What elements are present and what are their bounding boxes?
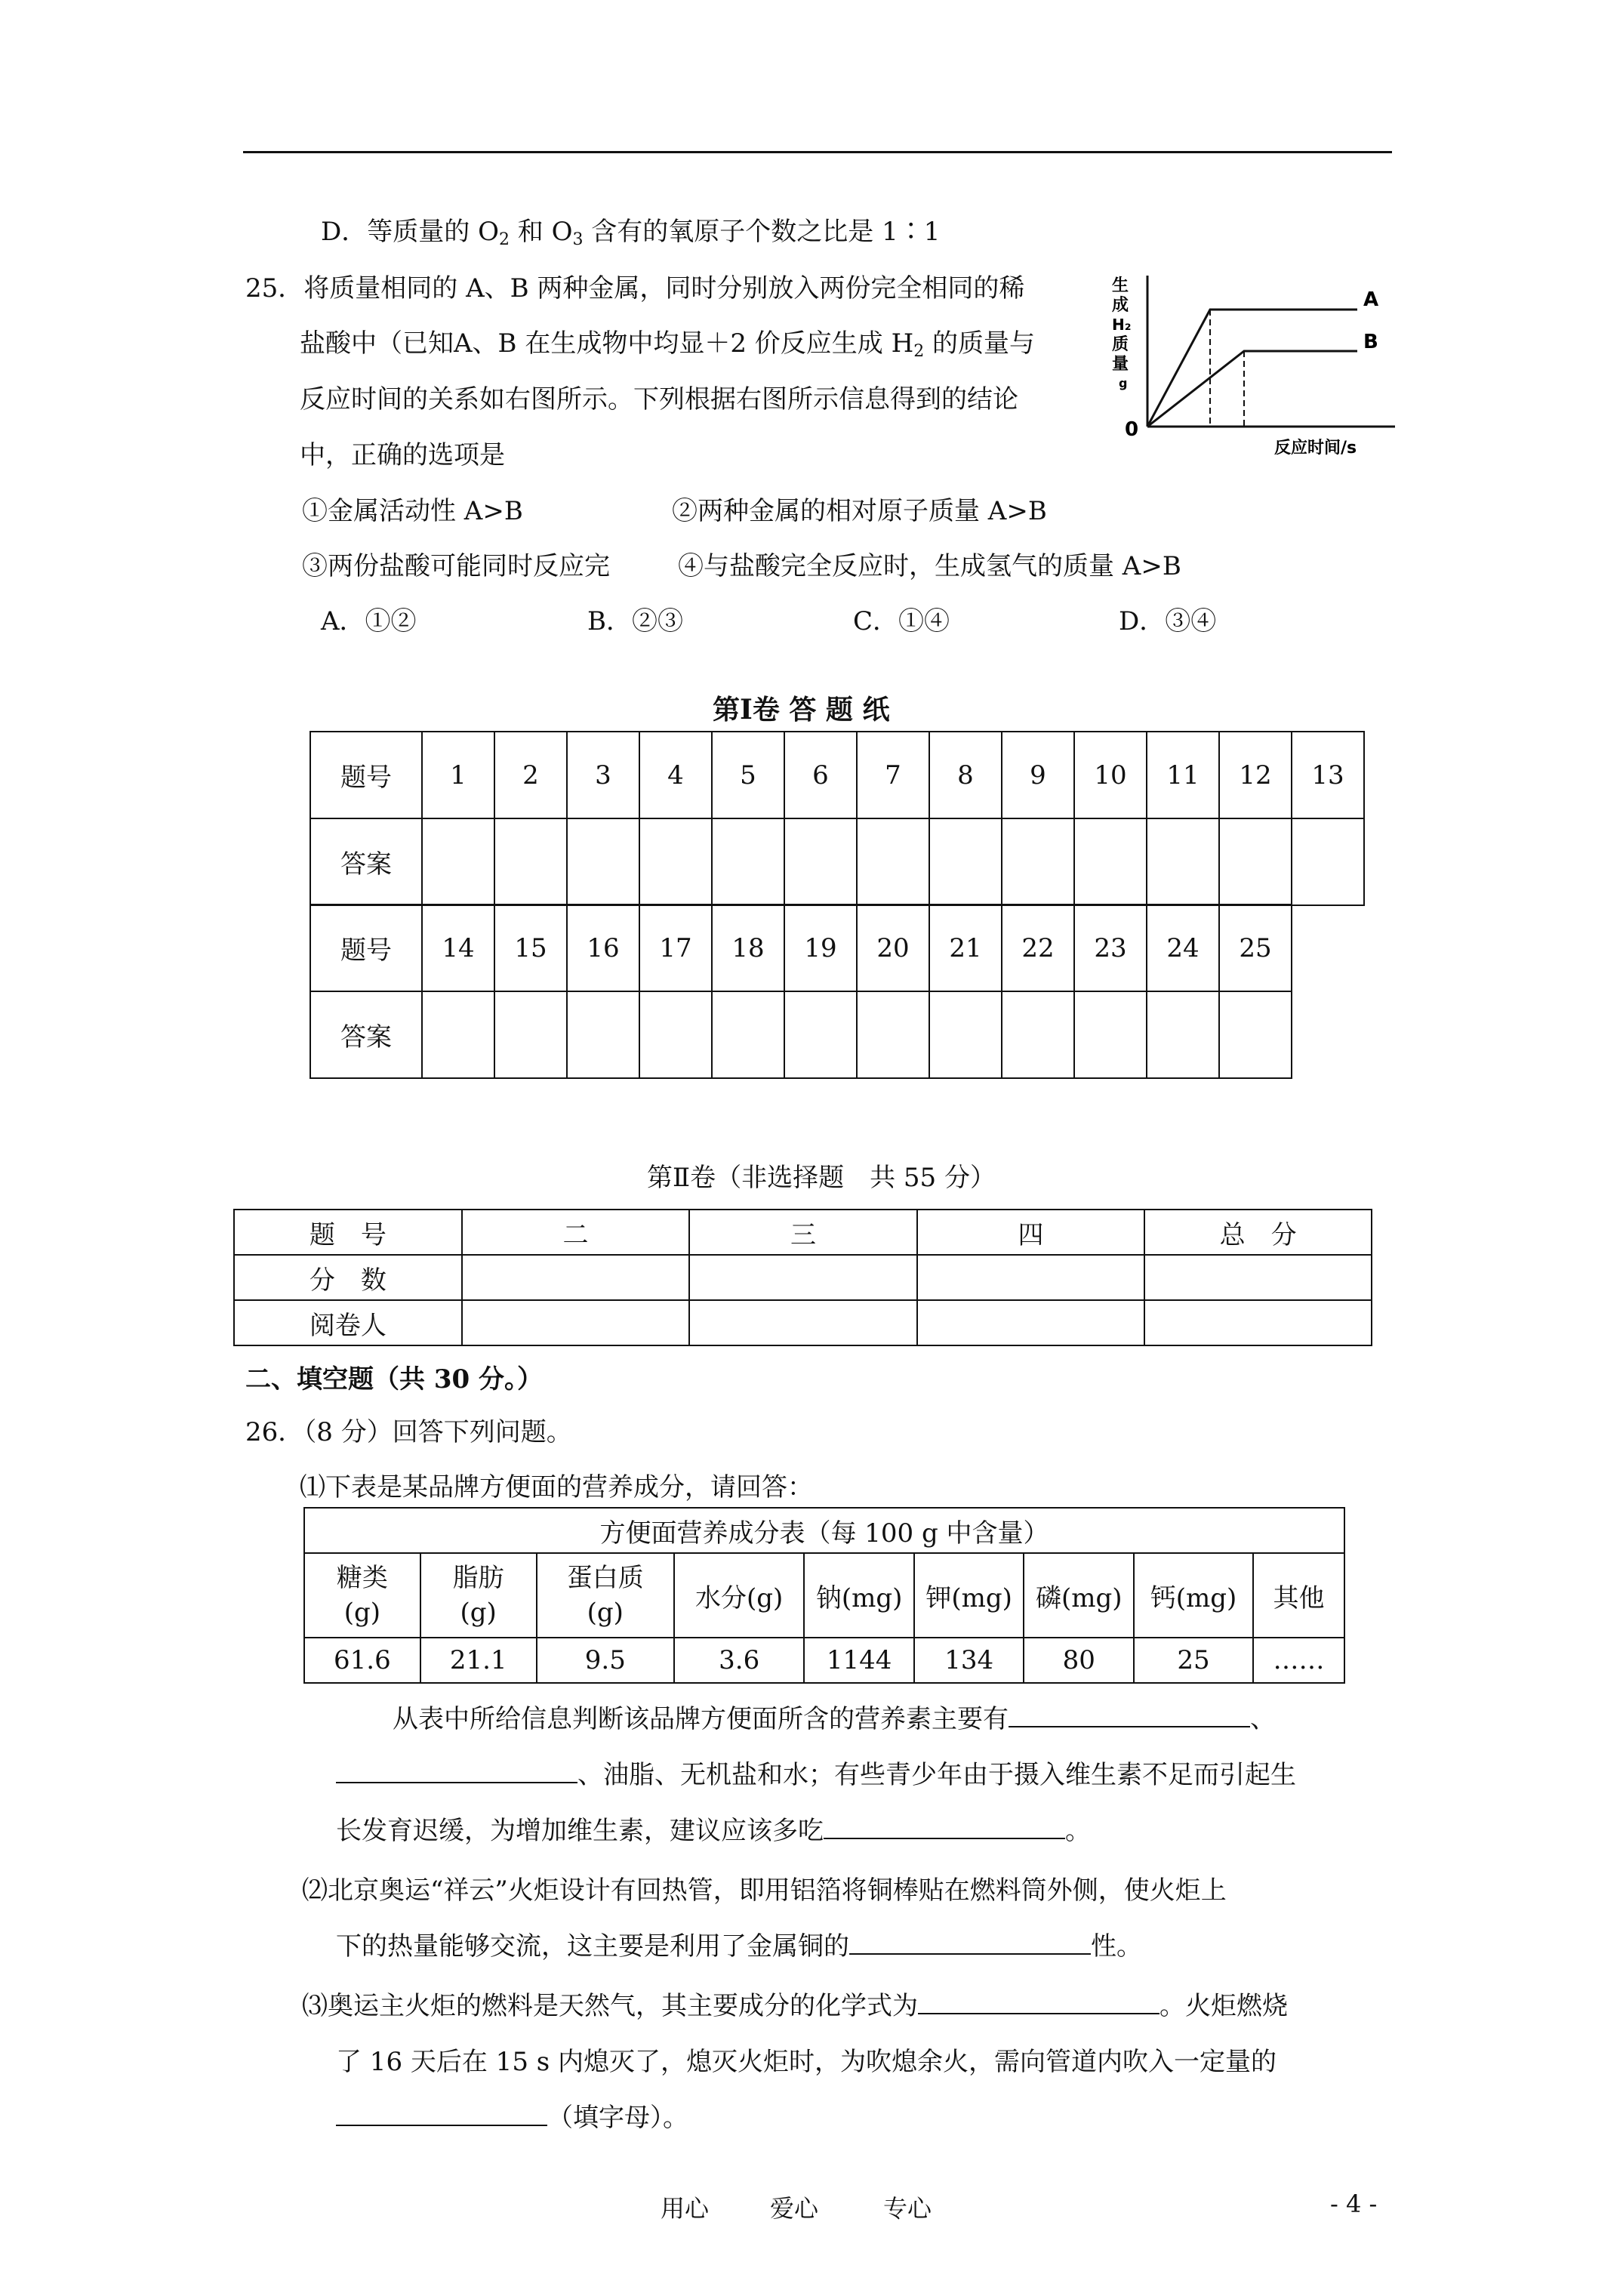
answer-cell[interactable] bbox=[784, 818, 857, 905]
series-b-label: B bbox=[1363, 331, 1378, 353]
q26-part3-line2: 了 16 天后在 15 s 内熄灭了，熄灭火炬时，为吹熄余火，需向管道内吹入一定量的 bbox=[336, 2047, 1277, 2077]
q25-option-b: B．②③ bbox=[587, 606, 683, 636]
ylabel-4: 质 bbox=[1112, 335, 1129, 354]
q26-answer-line2: 、油脂、无机盐和水；有些青少年由于摄入维生素不足而引起生 bbox=[336, 1747, 1296, 1803]
footer-motto-3: 专心 bbox=[883, 2194, 932, 2223]
answer-table-1 bbox=[310, 731, 1365, 906]
answer-sheet-title: 第Ⅰ卷 答 题 纸 bbox=[713, 694, 890, 726]
series-b-line bbox=[1147, 351, 1357, 427]
nutrient-header: 其他 bbox=[1253, 1553, 1344, 1638]
nutrient-value: 1144 bbox=[804, 1638, 914, 1683]
answer-cell[interactable] bbox=[1074, 991, 1147, 1078]
score-header: 二 bbox=[462, 1210, 689, 1255]
q25-line1: 25．将质量相同的 A、B 两种金属，同时分别放入两份完全相同的稀 bbox=[245, 273, 1025, 304]
score-header: 总 分 bbox=[1144, 1210, 1372, 1255]
nutrient-header: 糖类 (g) bbox=[304, 1553, 420, 1638]
answer-cell[interactable] bbox=[494, 818, 567, 905]
question-number: 6 bbox=[784, 732, 857, 818]
nutrient-header: 钠(mg) bbox=[804, 1553, 914, 1638]
score-cell[interactable] bbox=[1144, 1300, 1372, 1345]
question-number: 9 bbox=[1002, 732, 1074, 818]
answer-cell[interactable] bbox=[712, 818, 784, 905]
blank-nutrient-2[interactable] bbox=[336, 1756, 577, 1783]
nutrient-value: 9.5 bbox=[537, 1638, 675, 1683]
answer-cell[interactable] bbox=[1219, 818, 1292, 905]
table-row bbox=[310, 991, 1292, 1078]
question-number: 14 bbox=[422, 905, 494, 991]
answer-cell[interactable] bbox=[857, 991, 929, 1078]
q25-statement-3: ③两份盐酸可能同时反应完 bbox=[302, 551, 610, 581]
row-label: 分 数 bbox=[234, 1255, 462, 1300]
question-number: 1 bbox=[422, 732, 494, 818]
question-number: 19 bbox=[784, 905, 857, 991]
q26-part1-intro: ⑴下表是某品牌方便面的营养成分，请回答： bbox=[300, 1472, 813, 1502]
question-number: 24 bbox=[1147, 905, 1219, 991]
question-number: 25 bbox=[1219, 905, 1292, 991]
section-two-title: 二、填空题（共 30 分。） bbox=[245, 1364, 543, 1395]
answer-cell[interactable] bbox=[857, 818, 929, 905]
y-unit: g bbox=[1119, 376, 1128, 390]
q26-heading: 26．（8 分）回答下列问题。 bbox=[245, 1417, 572, 1447]
question-number: 22 bbox=[1002, 905, 1074, 991]
nutrient-value: …… bbox=[1253, 1638, 1344, 1683]
score-cell[interactable] bbox=[462, 1255, 689, 1300]
row-label: 答案 bbox=[310, 991, 422, 1078]
answer-cell[interactable] bbox=[639, 991, 712, 1078]
blank-vitamin-food[interactable] bbox=[824, 1812, 1065, 1839]
table-row bbox=[310, 905, 1292, 991]
table-row bbox=[234, 1210, 1372, 1255]
ylabel-2: 成 bbox=[1112, 296, 1129, 315]
row-label: 阅卷人 bbox=[234, 1300, 462, 1345]
nutrition-table-title: 方便面营养成分表（每 100 g 中含量） bbox=[304, 1508, 1344, 1553]
blank-letter[interactable] bbox=[336, 2099, 547, 2126]
origin-label: 0 bbox=[1125, 418, 1139, 441]
answer-cell[interactable] bbox=[1147, 991, 1219, 1078]
reaction-chart-svg bbox=[1108, 268, 1403, 457]
nutrient-header: 水分(g) bbox=[674, 1553, 804, 1638]
ylabel-5: 量 bbox=[1112, 355, 1129, 374]
answer-cell[interactable] bbox=[639, 818, 712, 905]
q26-part3-line3: （填字母）。 bbox=[336, 2090, 688, 2146]
nutrient-value: 3.6 bbox=[674, 1638, 804, 1683]
question-number: 23 bbox=[1074, 905, 1147, 991]
score-cell[interactable] bbox=[917, 1300, 1144, 1345]
answer-cell[interactable] bbox=[422, 991, 494, 1078]
q25-statement-1: ①金属活动性 A>B bbox=[302, 496, 523, 526]
nutrient-header: 蛋白质 (g) bbox=[537, 1553, 675, 1638]
question-number: 7 bbox=[857, 732, 929, 818]
nutrient-value: 25 bbox=[1134, 1638, 1253, 1683]
footer-motto-1: 用心 bbox=[661, 2194, 710, 2223]
answer-cell[interactable] bbox=[1002, 818, 1074, 905]
question-number: 20 bbox=[857, 905, 929, 991]
answer-cell[interactable] bbox=[1074, 818, 1147, 905]
q25-statement-2: ②两种金属的相对原子质量 A>B bbox=[672, 496, 1047, 526]
nutrition-table bbox=[303, 1507, 1345, 1684]
answer-cell[interactable] bbox=[1147, 818, 1219, 905]
q26-answer-line3: 长发育迟缓，为增加维生素，建议应该多吃 。 bbox=[336, 1803, 1091, 1859]
question-number: 8 bbox=[929, 732, 1002, 818]
row-label: 题号 bbox=[310, 732, 422, 818]
x-axis-label: 反应时间/s bbox=[1274, 439, 1357, 457]
table-row bbox=[234, 1300, 1372, 1345]
score-header: 题 号 bbox=[234, 1210, 462, 1255]
q26-part2-line2: 下的热量能够交流，这主要是利用了金属铜的 性。 bbox=[336, 1918, 1142, 1974]
question-number: 10 bbox=[1074, 732, 1147, 818]
q26-answer-line1: 从表中所给信息判断该品牌方便面所含的营养素主要有 、 bbox=[393, 1691, 1276, 1747]
table-row bbox=[304, 1553, 1344, 1638]
q25-line4: 中，正确的选项是 bbox=[300, 440, 505, 470]
question-number: 18 bbox=[712, 905, 784, 991]
table-row bbox=[304, 1508, 1344, 1553]
q25-option-c: C．①④ bbox=[853, 606, 950, 636]
blank-nutrient-1[interactable] bbox=[1009, 1700, 1250, 1727]
question-number: 12 bbox=[1219, 732, 1292, 818]
nutrient-value: 134 bbox=[914, 1638, 1024, 1683]
answer-cell[interactable] bbox=[929, 991, 1002, 1078]
table-row bbox=[310, 818, 1364, 905]
question-number: 2 bbox=[494, 732, 567, 818]
answer-cell[interactable] bbox=[422, 818, 494, 905]
ylabel-3: H₂ bbox=[1112, 316, 1132, 334]
nutrient-header: 钙(mg) bbox=[1134, 1553, 1253, 1638]
nutrient-value: 80 bbox=[1024, 1638, 1134, 1683]
question-number: 4 bbox=[639, 732, 712, 818]
question-number: 13 bbox=[1292, 732, 1364, 818]
nutrient-header: 脂肪 (g) bbox=[420, 1553, 537, 1638]
answer-cell[interactable] bbox=[494, 991, 567, 1078]
nutrient-header: 磷(mg) bbox=[1024, 1553, 1134, 1638]
question-number: 16 bbox=[567, 905, 639, 991]
question-number: 3 bbox=[567, 732, 639, 818]
answer-cell[interactable] bbox=[929, 818, 1002, 905]
answer-cell[interactable] bbox=[1292, 818, 1364, 905]
answer-cell[interactable] bbox=[1219, 991, 1292, 1078]
row-label: 题号 bbox=[310, 905, 422, 991]
q25-option-a: A．①② bbox=[321, 606, 417, 636]
table-row bbox=[310, 732, 1364, 818]
header-rule bbox=[243, 151, 1392, 153]
part-two-title: 第Ⅱ卷（非选择题 共 55 分） bbox=[647, 1163, 996, 1193]
question-number: 11 bbox=[1147, 732, 1219, 818]
q25-option-d: D．③④ bbox=[1119, 606, 1217, 636]
q26-part3-line1: ⑶奥运主火炬的燃料是天然气，其主要成分的化学式为 。火炬燃烧 bbox=[302, 1978, 1288, 2034]
answer-cell[interactable] bbox=[712, 991, 784, 1078]
table-row bbox=[304, 1638, 1344, 1683]
q25-statement-4: ④与盐酸完全反应时，生成氢气的质量 A>B bbox=[678, 551, 1181, 581]
table-row bbox=[234, 1255, 1372, 1300]
answer-cell[interactable] bbox=[784, 991, 857, 1078]
ylabel-1: 生 bbox=[1112, 276, 1129, 295]
page-number: - 4 - bbox=[1330, 2190, 1378, 2218]
blank-formula[interactable] bbox=[918, 1987, 1160, 2014]
score-cell[interactable] bbox=[689, 1300, 916, 1345]
series-a-label: A bbox=[1363, 288, 1379, 311]
question-number: 17 bbox=[639, 905, 712, 991]
nutrient-header: 钾(mg) bbox=[914, 1553, 1024, 1638]
nutrient-value: 61.6 bbox=[304, 1638, 420, 1683]
q24-option-d: D．等质量的 $O_2$ 和 $O_3$ 含有的氧原子个数之比是 1∶1 bbox=[321, 217, 941, 249]
answer-cell[interactable] bbox=[567, 818, 639, 905]
question-number: 15 bbox=[494, 905, 567, 991]
nutrient-value: 21.1 bbox=[420, 1638, 537, 1683]
score-cell[interactable] bbox=[689, 1255, 916, 1300]
q25-line2: 盐酸中（已知A、B 在生成物中均显＋2 价反应生成 $H_2$ 的质量与 bbox=[300, 328, 1036, 361]
q26-part2-line1: ⑵北京奥运“祥云”火炬设计有回热管，即用铝箔将铜棒贴在燃料筒外侧，使火炬上 bbox=[302, 1875, 1227, 1906]
question-number: 21 bbox=[929, 905, 1002, 991]
score-cell[interactable] bbox=[917, 1255, 1144, 1300]
score-header: 三 bbox=[689, 1210, 916, 1255]
answer-cell[interactable] bbox=[567, 991, 639, 1078]
score-table bbox=[233, 1209, 1372, 1346]
series-a-line bbox=[1147, 310, 1357, 427]
score-cell[interactable] bbox=[1144, 1255, 1372, 1300]
reaction-chart bbox=[1108, 268, 1403, 457]
answer-cell[interactable] bbox=[1002, 991, 1074, 1078]
row-label: 答案 bbox=[310, 818, 422, 905]
answer-table-2 bbox=[310, 904, 1292, 1079]
question-number: 5 bbox=[712, 732, 784, 818]
score-header: 四 bbox=[917, 1210, 1144, 1255]
blank-copper-property[interactable] bbox=[849, 1928, 1091, 1955]
footer-motto-2: 爱心 bbox=[770, 2194, 819, 2223]
score-cell[interactable] bbox=[462, 1300, 689, 1345]
q25-line3: 反应时间的关系如右图所示。下列根据右图所示信息得到的结论 bbox=[300, 384, 1018, 415]
